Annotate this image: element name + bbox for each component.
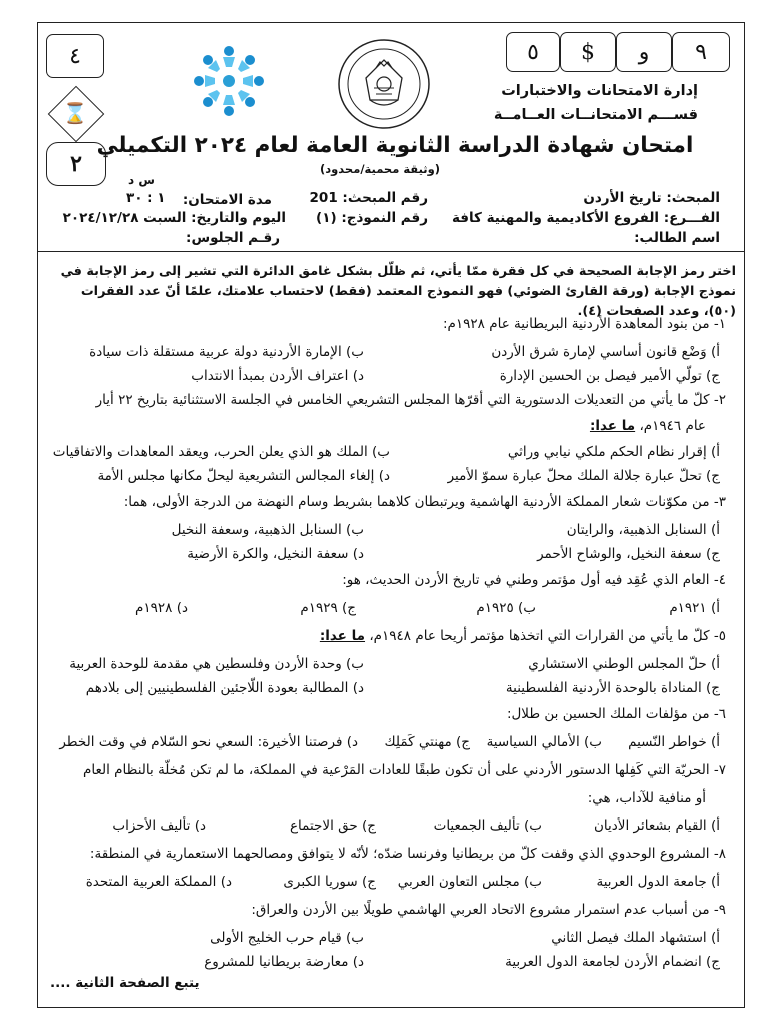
q9-option-c: ج) انضمام الأردن لجامعة الدول العربية — [505, 954, 720, 970]
q5-text: ٥- كلّ ما يأتي من القرارات التي اتخذها مؤتمر أريحا عام ١٩٤٨م، — [369, 628, 726, 644]
q3-option-a: أ) السنابل الذهبية، والرايتان — [566, 522, 720, 538]
divider-info — [38, 251, 744, 252]
code-box-4: ٩ — [672, 32, 730, 72]
q8-option-b: ب) مجلس التعاون العربي — [397, 874, 542, 890]
subject-number: رقم المبحث: 201 — [309, 190, 428, 206]
page-number-box: ٢ — [46, 142, 106, 186]
exam-title: امتحان شهادة الدراسة الثانوية العامة لعام ٢٠٢٤ التكميلي — [96, 133, 694, 158]
q4-option-b: ب) ١٩٢٥م — [476, 600, 536, 616]
q8-option-a: أ) جامعة الدول العربية — [596, 874, 720, 890]
q5-option-d: د) المطالبة بعودة اللّاجئين الفلسطينيين إلى بلادهم — [85, 680, 364, 696]
continue-note: يتبع الصفحة الثانية .... — [50, 975, 200, 991]
q1-option-d: د) اعتراف الأردن بمبدأ الانتداب — [191, 368, 364, 384]
q9-option-d: د) معارضة بريطانيا للمشروع — [204, 954, 364, 970]
question-2: ٢- كلّ ما يأتي من التعديلات الدستورية التي أقرّها المجلس التشريعي الخامس في الجلسة الاستثنائية بتاريخ ٢٢ أيار — [95, 392, 726, 408]
q2-option-b: ب) الملك هو الذي يعلن الحرب، ويعقد المعاهدات والاتفاقيات — [52, 444, 390, 460]
q2-cont-text: عام ١٩٤٦م، — [639, 418, 706, 434]
question-1: ١- من بنود المعاهدة الأردنية البريطانية عام ١٩٢٨م: — [443, 316, 726, 332]
q6-option-d: د) فرصتنا الأخيرة: السعي نحو السّلام في وقت الخطر — [59, 734, 358, 750]
hourglass-icon: ⌛ — [62, 101, 88, 125]
q3-option-b: ب) السنابل الذهبية، وسعفة النخيل — [171, 522, 364, 538]
q3-option-d: د) سعفة النخيل، والكرة الأرضية — [187, 546, 364, 562]
subject-label: المبحث: تاريخ الأردن — [583, 190, 720, 206]
question-7-continued: أو منافية للآداب، هي: — [587, 790, 706, 806]
question-7: ٧- الحريّة التي كَفِلها الدستور الأردني على أن تكون طبقًا للعادات المَرْعية في المملكة، ما لم تكن مُخلّة بالنظام العام — [83, 762, 726, 778]
q1-option-b: ب) الإمارة الأردنية دولة عربية مستقلة ذات سيادة — [89, 344, 364, 360]
exam-subtitle: (وثيقة محمية/محدود) — [319, 162, 440, 176]
code-box-2: $ — [560, 32, 616, 72]
department-line-2: قســـم الامتحانــات العــامــة — [493, 107, 698, 123]
q5-option-b: ب) وحدة الأردن وفلسطين هي مقدمة للوحدة العربية — [69, 656, 364, 672]
q7-option-b: ب) تأليف الجمعيات — [433, 818, 542, 834]
q1-option-a: أ) وَضْع قانون أساسي لإمارة شرق الأردن — [491, 344, 720, 360]
q4-option-d: د) ١٩٢٨م — [135, 600, 188, 616]
question-2-continued — [590, 418, 706, 434]
model-number: رقم النموذج: (١) — [316, 210, 428, 226]
student-name-label: اسم الطالب: — [634, 230, 720, 246]
q2-option-c: ج) تحلّ عبارة جلالة الملك محلّ عبارة سموّ الأمير — [447, 468, 720, 484]
q5-except: ما عدا: — [319, 628, 366, 644]
duration-units: س د — [128, 173, 155, 187]
q3-option-c: ج) سعفة النخيل، والوشاح الأحمر — [537, 546, 720, 562]
duration-value: ١ : ٣٠ — [126, 190, 166, 206]
question-3: ٣- من مكوّنات شعار المملكة الأردنية الهاشمية ويرتبطان كلاهما بشريط وسام النهضة من الدرجة الأولى، هما: — [123, 494, 726, 510]
question-5 — [320, 628, 726, 644]
q7-option-d: د) تأليف الأحزاب — [112, 818, 206, 834]
seat-number-label: رقـم الجلوس: — [186, 230, 280, 246]
section-box: ٤ — [46, 34, 104, 78]
q2-except: ما عدا: — [589, 418, 636, 434]
jordan-seal-icon — [336, 38, 432, 130]
instructions: اختر رمز الإجابة الصحيحة في كل فقرة ممّا يأتي، ثم ظلّل بشكل غامق الدائرة التي تشير إلى رمز الإجابة في نموذج الإجابة (ورقة القارئ الضوئي) فهو النموذج المعتمد (فقط) لاحتساب علامتك، علمًا أنّ عدد الفقرات (٥٠)، وعدد الصفحات (٤). — [60, 264, 736, 319]
q4-option-a: أ) ١٩٢١م — [669, 600, 720, 616]
question-9: ٩- من أسباب عدم استمرار مشروع الاتحاد العربي الهاشمي طويلًا بين الأردن والعراق: — [251, 902, 726, 918]
duration-label: مدة الامتحان: — [182, 192, 272, 208]
q8-option-c: ج) سوريا الكبرى — [283, 874, 376, 890]
question-4: ٤- العام الذي عُقِد فيه أول مؤتمر وطني في تاريخ الأردن الحديث، هو: — [342, 572, 726, 588]
code-box-1: ٥ — [506, 32, 560, 72]
q8-option-d: د) المملكة العربية المتحدة — [85, 874, 232, 890]
q2-option-d: د) إلغاء المجالس التشريعية ليحلّ مكانها مجلس الأمة — [97, 468, 390, 484]
department-line-1: إدارة الامتحانات والاختبارات — [501, 83, 698, 99]
q2-option-a: أ) إقرار نظام الحكم ملكي نيابي وراثي — [507, 444, 720, 460]
q6-option-b: ب) الأمالي السياسية — [486, 734, 602, 750]
q5-option-c: ج) المناداة بالوحدة الأردنية الفلسطينية — [505, 680, 720, 696]
ministry-logo-icon — [185, 38, 273, 124]
q9-option-b: ب) قيام حرب الخليج الأولى — [210, 930, 364, 946]
code-box-3: و — [616, 32, 672, 72]
q6-option-a: أ) خواطر النّسيم — [628, 734, 720, 750]
exam-date: اليوم والتاريخ: السبت ٢٠٢٤/١٢/٢٨ — [62, 210, 286, 226]
question-6: ٦- من مؤلفات الملك الحسين بن طلال: — [506, 706, 726, 722]
q7-option-a: أ) القيام بشعائر الأديان — [593, 818, 720, 834]
branch-label: الفـــرع: الفروع الأكاديمية والمهنية كافة — [451, 210, 720, 226]
q9-option-a: أ) استشهاد الملك فيصل الثاني — [551, 930, 720, 946]
q1-option-c: ج) تولّي الأمير فيصل بن الحسين الإدارة — [499, 368, 720, 384]
question-8: ٨- المشروع الوحدوي الذي وقفت كلّ من بريطانيا وفرنسا ضدّه؛ لأنّه لا يتوافق ومصالحهما الاستعمارية في المنطقة: — [89, 846, 726, 862]
q4-option-c: ج) ١٩٢٩م — [300, 600, 356, 616]
q7-option-c: ج) حق الاجتماع — [289, 818, 376, 834]
q6-option-c: ج) مهنتي كَمَلِك — [384, 734, 470, 750]
q5-option-a: أ) حلّ المجلس الوطني الاستشاري — [528, 656, 720, 672]
